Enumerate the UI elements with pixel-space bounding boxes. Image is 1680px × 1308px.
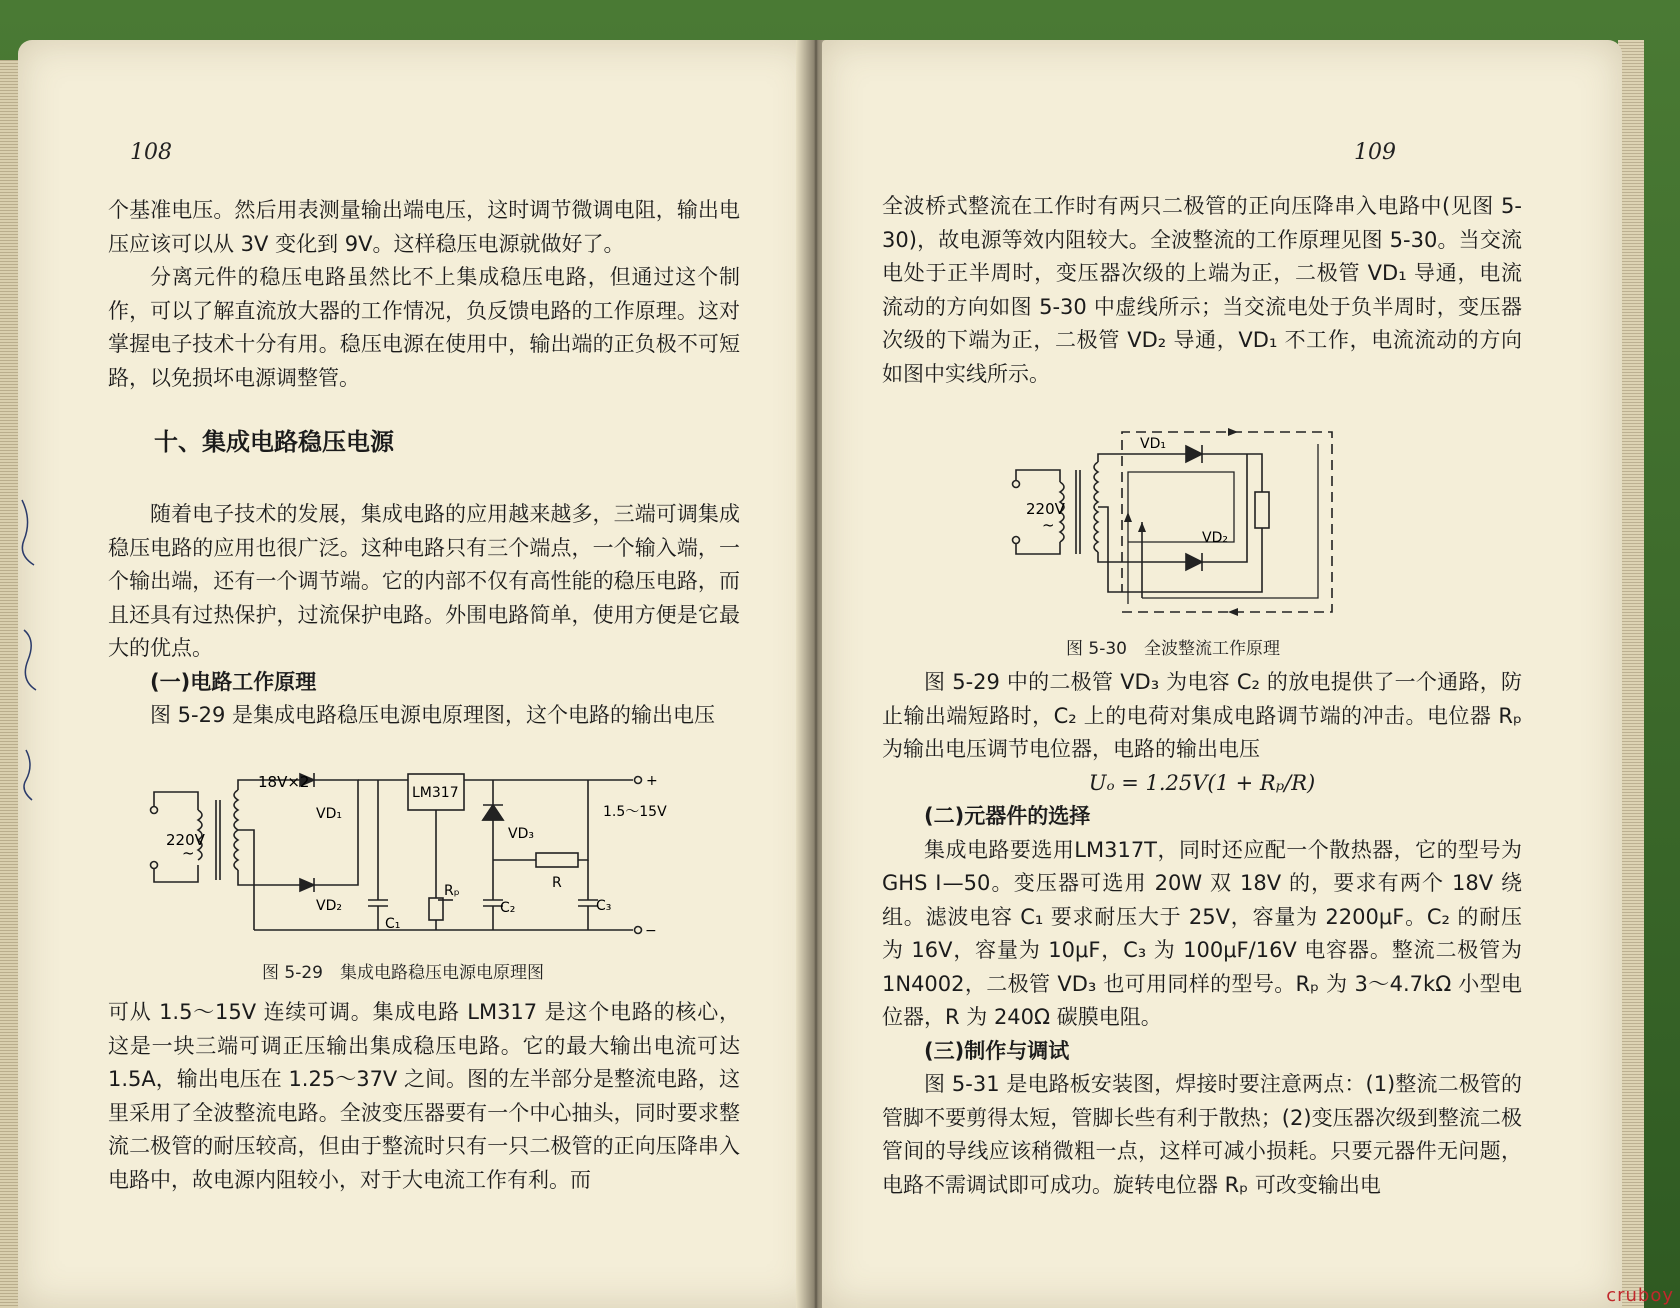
paragraph: 个基准电压。然后用表测量输出端电压，这时调节微调电阻，输出电压应该可以从 3V 变化到 9V。这样稳压电源就做好了。 xyxy=(108,198,740,256)
left-text-middle xyxy=(108,498,740,733)
right-page xyxy=(822,40,1622,1308)
label-minus: − xyxy=(645,923,657,939)
paragraph: 图 5-29 是集成电路稳压电源电原理图，这个电路的输出电压 xyxy=(150,703,716,727)
label-rp: Rₚ xyxy=(444,883,460,899)
subsection-heading: (二)元器件的选择 xyxy=(924,804,1091,828)
left-page xyxy=(18,40,814,1308)
paragraph: 图 5-31 是电路板安装图，焊接时要注意两点：(1)整流二极管的管脚不要剪得太短，管脚长些有利于散热；(2)变压器次级到整流二极管间的导线应该稍微粗一点，这样可减小损耗。只要元器件无问题，电路不需调试即可成功。旋转电位器 Rₚ 可改变输出电 xyxy=(882,1072,1522,1197)
paragraph: 图 5-29 中的二极管 VD₃ 为电容 C₂ 的放电提供了一个通路，防止输出端短路时，C₂ 上的电荷对集成电路调节端的冲击。电位器 Rₚ 为输出电压调节电位器，电路的输出电压 xyxy=(882,670,1522,761)
paragraph: 随着电子技术的发展，集成电路的应用越来越多，三端可调集成稳压电路的应用也很广泛。这种电路只有三个端点，一个输入端，一个输出端，还有一个调节端。它的内部不仅有高性能的稳压电路，而且还具有过热保护，过流保护电路。外围电路简单，使用方便是它最大的优点。 xyxy=(108,502,740,660)
label-output-range: 1.5～15V xyxy=(603,804,667,820)
page-number: 108 xyxy=(130,140,172,165)
handwritten-margin-marks xyxy=(18,480,48,820)
subsection-heading: (三)制作与调试 xyxy=(924,1038,1070,1063)
label-c2: C₂ xyxy=(500,900,516,916)
figure-5-30-caption: 图 5-30 全波整流工作原理 xyxy=(1066,639,1280,659)
output-voltage-formula: Uₒ = 1.25V(1 + Rₚ/R) xyxy=(1088,770,1316,795)
label-c3: C₃ xyxy=(596,898,612,914)
label-vd2: VD₂ xyxy=(1202,530,1228,546)
label-lm317: LM317 xyxy=(412,785,459,801)
subsection-heading: (一)电路工作原理 xyxy=(150,669,317,694)
left-text-bottom xyxy=(108,996,740,1197)
label-vd1: VD₁ xyxy=(1140,436,1166,452)
paragraph: 全波桥式整流在工作时有两只二极管的正向压降串入电路中(见图 5-30)，故电源等效内阻较大。全波整流的工作原理见图 5-30。当交流电处于正半周时，变压器次级的上端为正，二极管 VD₁ 导通，电流流动的方向如图 5-30 中虚线所示；当交流电处于负半周时，变压器次级的下端为正，二极管 VD₂ 导通，VD₁ 不工作，电流流动的方向如图中实线所示。 xyxy=(882,194,1522,386)
paragraph: 分离元件的稳压电路虽然比不上集成稳压电路，但通过这个制作，可以了解直流放大器的工作情况，负反馈电路的工作原理。这对掌握电子技术十分有用。稳压电源在使用中，输出端的正负极不可短路，以免损坏电源调整管。 xyxy=(108,265,740,390)
label-c1: C₁ xyxy=(385,916,401,932)
page-number: 109 xyxy=(1354,140,1396,165)
label-vd3: VD₃ xyxy=(508,826,534,842)
paragraph: 可从 1.5～15V 连续可调。集成电路 LM317 是这个电路的核心，这是一块三端可调正压输出集成稳压电路。它的最大输出电流可达 1.5A，输出电压在 1.25～37V 之间。图的左半部分是整流电路，这里采用了全波整流电路。全波变压器要有一个中心抽头，同时要求整流二极管的耐压较高，但由于整流时只有一只二极管的正向压降串入电路中，故电源内阻较小，对于大电流工作有利。而 xyxy=(108,1000,740,1192)
label-vd1: VD₁ xyxy=(316,806,342,822)
right-text-top xyxy=(882,190,1522,391)
figure-5-29-circuit xyxy=(138,770,667,955)
section-heading: 十、集成电路稳压电源 xyxy=(154,428,394,456)
label-18v: 18V×2 xyxy=(258,773,310,791)
label-tilde: ~ xyxy=(182,844,195,862)
label-tilde: ~ xyxy=(1042,516,1055,534)
label-220v: 220V xyxy=(166,831,205,849)
paragraph: 集成电路要选用LM317T，同时还应配一个散热器，它的型号为 GHS Ⅰ—50。变压器可选用 20W 双 18V 的，要求有两个 18V 绕组。滤波电容 C₁ 要求耐压大于 25V，容量为 2200μF。C₂ 的耐压为 16V，容量为 10μF，C₃ 为 100μF/16V 电容器。整流二极管为 1N4002，二极管 VD₃ 也可用同样的型号。Rₚ 为 3～4.7kΩ 小型电位器，R 为 240Ω 碳膜电阻。 xyxy=(882,837,1522,1029)
scanner-watermark: cruboy xyxy=(1606,1285,1674,1306)
right-text-bottom xyxy=(882,666,1522,1202)
label-r: R xyxy=(552,875,562,891)
left-text-top xyxy=(108,194,740,395)
label-220v: 220V xyxy=(1026,500,1065,518)
figure-5-29-caption: 图 5-29 集成电路稳压电源电原理图 xyxy=(262,963,544,983)
label-vd2: VD₂ xyxy=(316,898,342,914)
label-plus: + xyxy=(646,773,658,789)
figure-5-30-circuit xyxy=(1002,422,1342,632)
